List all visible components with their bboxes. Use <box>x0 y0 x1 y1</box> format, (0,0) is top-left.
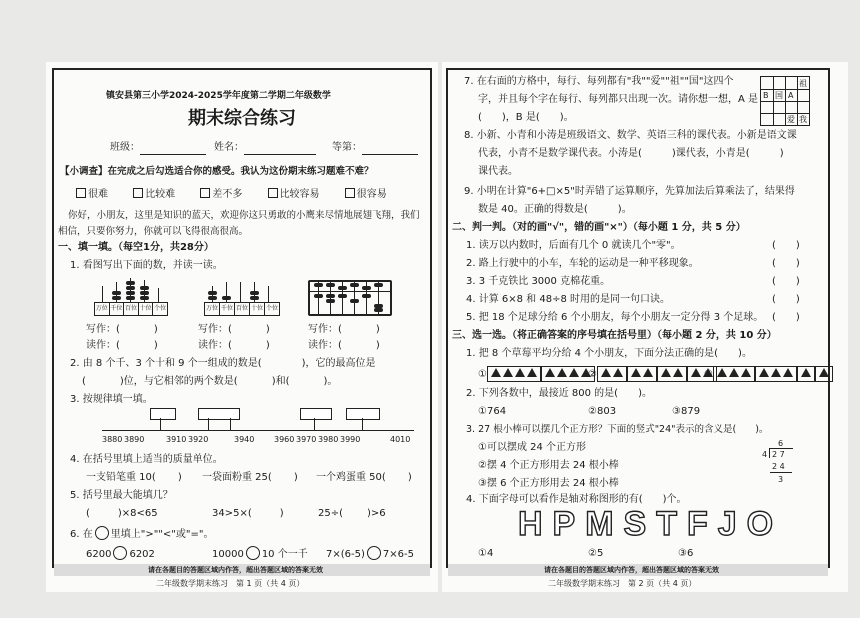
counting-frame-2 <box>204 278 278 314</box>
q7-line-1: 7. 在右面的方格中，每行、每列都有"我""爱""祖""国"这四个 <box>464 76 734 87</box>
choice-1-option-3[interactable]: ③ <box>704 366 833 382</box>
q4-text: 4. 在括号里填上适当的质量单位。 <box>70 454 223 465</box>
q3-text: 3. 按规律填一填。 <box>70 394 153 405</box>
judge-item-3: 3. 3 千克铁比 3000 克棉花重。 <box>466 276 611 287</box>
place-label-qian: 千位 <box>109 303 124 315</box>
q6-text: 6. 在 里填上">""<"或"="。 <box>70 526 213 541</box>
place-label-shi: 十位 <box>249 303 264 315</box>
place-label-bai: 百位 <box>123 303 138 315</box>
compare-circle[interactable] <box>367 546 381 560</box>
place-label-wan: 万位 <box>95 305 108 312</box>
numline-blank-3[interactable] <box>300 408 332 420</box>
numline-label: 3910 <box>166 435 187 444</box>
word-grid <box>760 76 810 126</box>
judge-answer-5[interactable]: ( ) <box>772 312 800 323</box>
choice-3-option-1[interactable]: ①可以摆成 24 个正方形 <box>478 442 587 453</box>
section-2-heading: 二、判一判。（对的画"√"，错的画"×"）（每小题 1 分，共 5 分） <box>452 222 746 233</box>
numline-label: 3920 <box>188 435 209 444</box>
q5-item-2: 34>5×( ) <box>212 508 284 519</box>
place-label-ge: 个位 <box>152 303 167 315</box>
number-line <box>102 408 418 452</box>
grade-field[interactable] <box>362 154 418 155</box>
judge-item-1: 1. 读万以内数时，后面有几个 0 就读几个"零"。 <box>466 240 681 251</box>
answer-area-note: 请在各题目的答题区域内作答，超出答题区域的答案无效 <box>54 564 430 576</box>
q9-line-1: 9. 小明在计算"6+□×5"时弄错了运算顺序，先算加法后算乘法了，结果得 <box>464 186 795 197</box>
counting-frame-1 <box>94 278 167 314</box>
choice-3-option-3[interactable]: ③摆 6 个正方形用去 24 根小棒 <box>478 478 619 489</box>
long-division: 6 4 2 7 2 4 3 <box>762 438 802 488</box>
q2-line-2: ( )位，与它相邻的两个数是( )和( )。 <box>82 376 338 387</box>
left-page <box>46 62 438 592</box>
choice-3-text: 3. 27 根小棒可以摆几个正方形？下面的竖式"24"表示的含义是( )。 <box>466 424 769 435</box>
judge-answer-2[interactable]: ( ) <box>772 258 800 269</box>
choice-4-text: 4. 下面字母可以看作是轴对称图形的有( )个。 <box>466 494 687 505</box>
read-label-2: 读作：( ) <box>198 340 270 351</box>
numline-label: 3990 <box>340 435 361 444</box>
judge-answer-4[interactable]: ( ) <box>772 294 800 305</box>
judge-item-2: 2. 路上行驶中的小车，车轮的运动是一种平移现象。 <box>466 258 699 269</box>
survey-option-2[interactable]: 比较难 <box>133 189 175 200</box>
numline-label: 3880 <box>102 435 123 444</box>
place-label-ge: 个位 <box>264 303 279 315</box>
q9-line-2: 数是 40。正确的得数是( )。 <box>478 204 632 215</box>
write-label-2: 写作：( ) <box>198 324 270 335</box>
read-label-3: 读作：( ) <box>308 340 380 351</box>
letters-figure: HPMSTFJO <box>518 505 784 543</box>
class-field[interactable] <box>140 154 206 155</box>
grid-cell: 爱 <box>787 115 795 124</box>
school-header: 镇安县第三小学2024-2025学年度第二学期二年级数学 <box>106 91 331 101</box>
answer-area-note: 请在各题目的答题区域内作答，超出答题区域的答案无效 <box>448 564 828 576</box>
grade-field-label: 等第： <box>332 142 362 153</box>
grid-cell: 祖 <box>799 79 807 88</box>
q6-item-1: 6200 6202 <box>86 546 155 561</box>
numline-label: 4010 <box>390 435 411 444</box>
choice-4-option-1[interactable]: ①4 <box>478 548 494 559</box>
survey-options <box>76 188 387 201</box>
numline-blank-4[interactable] <box>346 408 380 420</box>
q1-text: 1. 看图写出下面的数，并读一读。 <box>70 260 223 271</box>
numline-label: 3960 <box>274 435 295 444</box>
q8-line-1: 8. 小新、小青和小涛是班级语文、数学、英语三科的课代表。小新是语文课 <box>464 130 797 141</box>
choice-2-option-3[interactable]: ③879 <box>672 406 701 417</box>
q5-item-1: ( )×8<65 <box>86 508 158 519</box>
write-label-3: 写作：( ) <box>308 324 380 335</box>
q6-item-3: 7×(6-5) 7×6-5 <box>326 546 414 561</box>
compare-circle[interactable] <box>113 546 127 560</box>
choice-2-text: 2. 下列各数中，最接近 800 的是( )。 <box>466 388 652 399</box>
q7-line-3: ( )，B 是( )。 <box>478 112 574 123</box>
q4-item-2: 一袋面粉重 25( ) <box>202 472 298 483</box>
strawberry-groups-icon <box>713 366 755 382</box>
intro-line-1: 你好，小朋友，这里是知识的蓝天，欢迎你这只勇敢的小鹰来尽情地展翅飞翔，我们 <box>68 210 420 221</box>
place-label-bai: 百位 <box>234 303 249 315</box>
choice-1-text: 1. 把 8 个草莓平均分给 4 个小朋友，下面分法正确的是( )。 <box>466 348 752 359</box>
page-footer: 二年级数学期末练习 第 2 页（共 4 页） <box>548 579 697 588</box>
name-field-label: 姓名： <box>214 142 244 153</box>
page-title: 期末综合练习 <box>188 108 296 129</box>
numline-label: 3980 <box>318 435 339 444</box>
section-3-heading: 三、选一选。（将正确答案的序号填在括号里）（每小题 2 分，共 10 分） <box>452 330 777 341</box>
q4-item-3: 一个鸡蛋重 50( ) <box>316 472 412 483</box>
abacus-image <box>308 280 392 316</box>
strawberry-groups-icon <box>597 366 627 382</box>
choice-1-option-1[interactable]: ① <box>478 366 595 382</box>
section-1-heading: 一、填一填。（每空1分，共28分） <box>58 242 214 253</box>
write-label-1: 写作：( ) <box>86 324 158 335</box>
numline-blank-2[interactable] <box>198 408 240 420</box>
compare-circle[interactable] <box>246 546 260 560</box>
grid-cell: 我 <box>799 115 807 124</box>
strawberry-groups-icon <box>487 366 541 382</box>
intro-line-2: 相信，只要你努力，你就可以飞得很高很高。 <box>58 226 249 237</box>
read-label-1: 读作：( ) <box>86 340 158 351</box>
name-field[interactable] <box>244 154 316 155</box>
place-label-shi: 十位 <box>138 303 153 315</box>
page-footer: 二年级数学期末练习 第 1 页（共 4 页） <box>156 579 305 588</box>
survey-option-5[interactable]: 很容易 <box>345 189 387 200</box>
class-field-label: 班级： <box>110 142 140 153</box>
q7-line-2: 字，并且每个字在每行、每列都只出现一次。请你想一想，A 是 <box>478 94 759 105</box>
judge-answer-3[interactable]: ( ) <box>772 276 800 287</box>
survey-option-1[interactable]: 很难 <box>76 189 108 200</box>
numline-label: 3970 <box>296 435 317 444</box>
survey-question: 【小调查】在完成之后勾选适合你的感受。我认为这份期末练习题难不难？ <box>60 166 374 177</box>
q2-line-1: 2. 由 8 个千、3 个十和 9 个一组成的数是( )，它的最高位是 <box>70 358 376 369</box>
numline-label: 3940 <box>234 435 255 444</box>
choice-4-option-2[interactable]: ②5 <box>588 548 604 559</box>
place-label-qian: 千位 <box>219 303 234 315</box>
q8-line-2: 代表，小青不是数学课代表。小涛是( )课代表，小青是( ) <box>478 148 784 159</box>
survey-option-4[interactable]: 比较容易 <box>268 189 320 200</box>
place-label-wan: 万位 <box>205 305 218 312</box>
q5-text: 5. 括号里最大能填几？ <box>70 490 173 501</box>
judge-item-5: 5. 把 18 个足球分给 6 个小朋友，每个小朋友一定分得 3 个足球。 <box>466 312 764 323</box>
q6-item-2: 10000 10 个一千 <box>212 546 308 561</box>
survey-option-3[interactable]: 差不多 <box>200 189 242 200</box>
right-page <box>442 62 848 592</box>
grid-cell: A <box>788 91 794 100</box>
numline-blank-1[interactable] <box>150 408 176 420</box>
grid-cell: 国 <box>775 91 783 100</box>
choice-4-option-3[interactable]: ③6 <box>678 548 694 559</box>
judge-answer-1[interactable]: ( ) <box>772 240 800 251</box>
judge-item-4: 4. 计算 6×8 和 48÷8 时用的是同一句口诀。 <box>466 294 671 305</box>
q8-line-3: 课代表。 <box>478 166 518 177</box>
choice-2-option-2[interactable]: ②803 <box>588 406 617 417</box>
choice-3-option-2[interactable]: ②摆 4 个正方形用去 24 根小棒 <box>478 460 619 471</box>
q4-item-1: 一支铅笔重 10( ) <box>86 472 182 483</box>
choice-1-option-2[interactable]: ② <box>588 366 717 382</box>
q5-item-3: 25÷( )>6 <box>318 508 386 519</box>
numline-label: 3890 <box>124 435 145 444</box>
choice-2-option-1[interactable]: ①764 <box>478 406 507 417</box>
grid-cell: B <box>763 91 769 100</box>
